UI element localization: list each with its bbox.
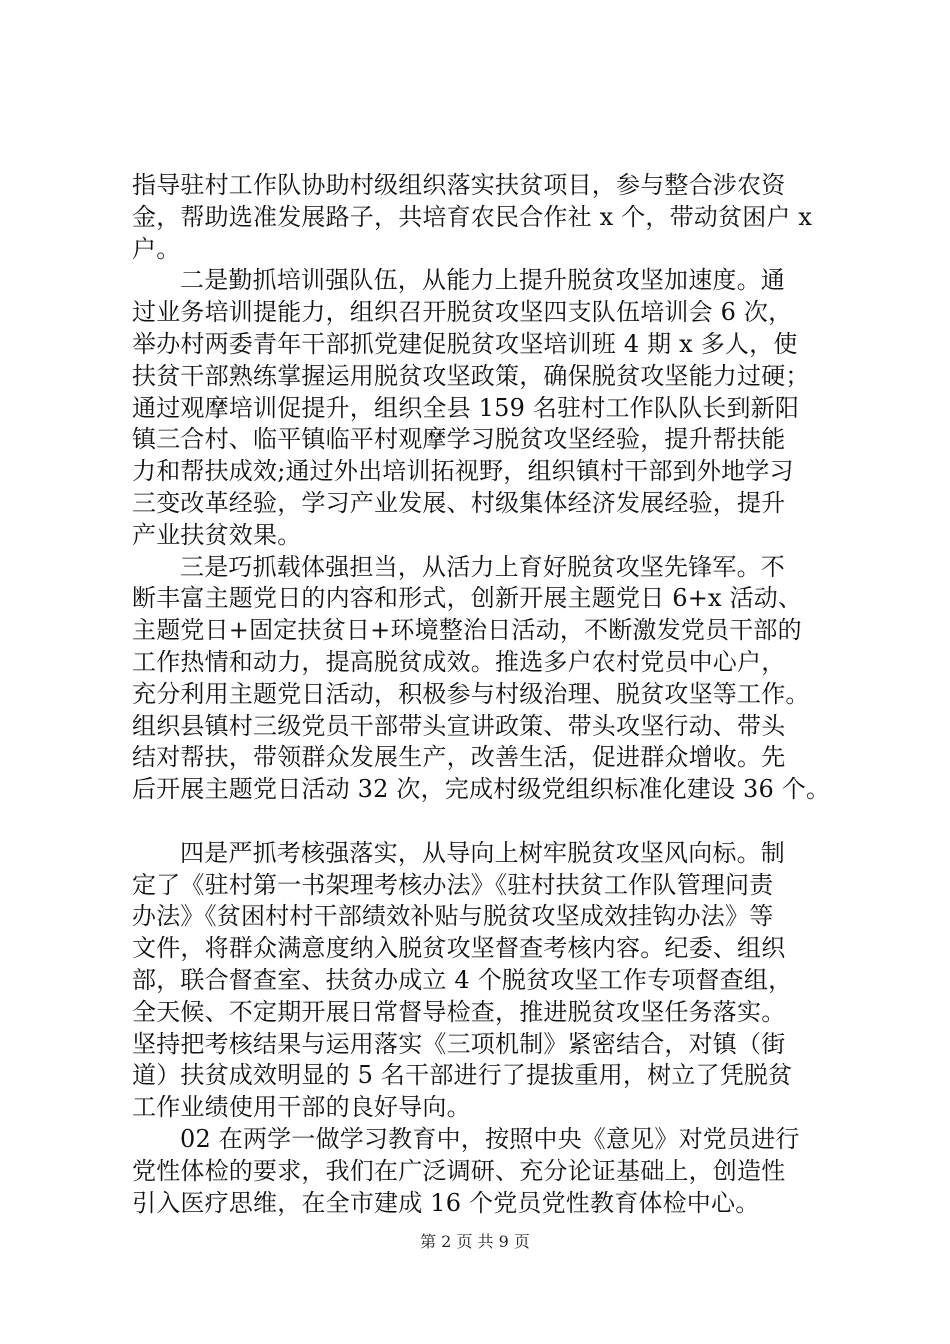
paragraph-first-line: 02 在两学一做学习教育中，按照中央《意见》对党员进行 [180, 1124, 800, 1153]
paragraph-first-line: 四是严抓考核强落实，从导向上树牢脱贫攻坚风向标。制 [180, 838, 785, 867]
text-line: 断丰富主题党日的内容和形式，创新开展主题党日 6+x 活动、 [132, 584, 803, 613]
text-line: 举办村两委青年干部抓党建促脱贫攻坚培训班 4 期 x 多人，使 [132, 329, 798, 358]
text-line: 金，帮助选准发展路子，共培育农民合作社 x 个，带动贫困户 x [132, 202, 813, 231]
text-line: 三变改革经验，学习产业发展、村级集体经济发展经验，提升 [132, 488, 786, 517]
text-line: 结对帮扶，带领群众发展生产，改善生活，促进群众增收。先 [132, 743, 786, 772]
paragraph-first-line: 三是巧抓载体强担当，从活力上育好脱贫攻坚先锋军。不 [180, 552, 785, 581]
text-line: 坚持把考核结果与运用落实《三项机制》紧密结合，对镇（街 [132, 1029, 786, 1058]
text-line: 引入医疗思维，在全市建成 16 个党员党性教育体检中心。 [132, 1188, 760, 1217]
page-number-footer: 第 2 页 共 9 页 [420, 1232, 530, 1251]
text-line: 主题党日+固定扶贫日+环境整治日活动，不断激发党员干部的 [132, 616, 802, 645]
text-line: 定了《驻村第一书架理考核办法》《驻村扶贫工作队管理问责 [132, 870, 774, 899]
text-line: 工作业绩使用干部的良好导向。 [132, 1093, 471, 1122]
text-line: 通过观摩培训促提升，组织全县 159 名驻村工作队队长到新阳 [132, 393, 800, 422]
text-line: 全天候、不定期开展日常督导检查，推进脱贫攻坚任务落实。 [132, 997, 786, 1026]
text-line: 部，联合督查室、扶贫办成立 4 个脱贫攻坚工作专项督查组， [132, 965, 793, 994]
text-line: 过业务培训提能力，组织召开脱贫攻坚四支队伍培训会 6 次， [132, 298, 793, 327]
blank-line [132, 806, 832, 838]
text-line: 户。 [132, 234, 181, 263]
text-line: 力和帮扶成效;通过外出培训拓视野，组织镇村干部到外地学习 [132, 457, 794, 486]
text-line: 扶贫干部熟练掌握运用脱贫攻坚政策，确保脱贫攻坚能力过硬； [132, 361, 810, 390]
text-line: 充分利用主题党日活动，积极参与村级治理、脱贫攻坚等工作。 [132, 679, 810, 708]
text-line: 指导驻村工作队协助村级组织落实扶贫项目，参与整合涉农资 [132, 171, 786, 199]
text-line: 镇三合村、临平镇临平村观摩学习脱贫攻坚经验，提升帮扶能 [132, 425, 786, 454]
text-line: 党性体检的要求，我们在广泛调研、充分论证基础上，创造性 [132, 1156, 786, 1185]
text-line: 文件，将群众满意度纳入脱贫攻坚督查考核内容。纪委、组织 [132, 934, 786, 963]
text-line: 道）扶贫成效明显的 5 名干部进行了提拔重用，树立了凭脱贫 [132, 1061, 793, 1090]
paragraph-first-line: 二是勤抓培训强队伍，从能力上提升脱贫攻坚加速度。通 [180, 266, 785, 295]
text-line: 产业扶贫效果。 [132, 520, 302, 549]
text-line: 工作热情和动力，提高脱贫成效。推选多户农村党员中心户， [132, 647, 786, 676]
document-body [132, 170, 832, 1219]
text-line: 办法》《贫困村村干部绩效补贴与脱贫攻坚成效挂钩办法》等 [132, 902, 774, 931]
text-line: 组织县镇村三级党员干部带头宣讲政策、带头攻坚行动、带头 [132, 711, 786, 740]
text-line: 后开展主题党日活动 32 次，完成村级党组织标准化建设 36 个。 [132, 775, 831, 804]
